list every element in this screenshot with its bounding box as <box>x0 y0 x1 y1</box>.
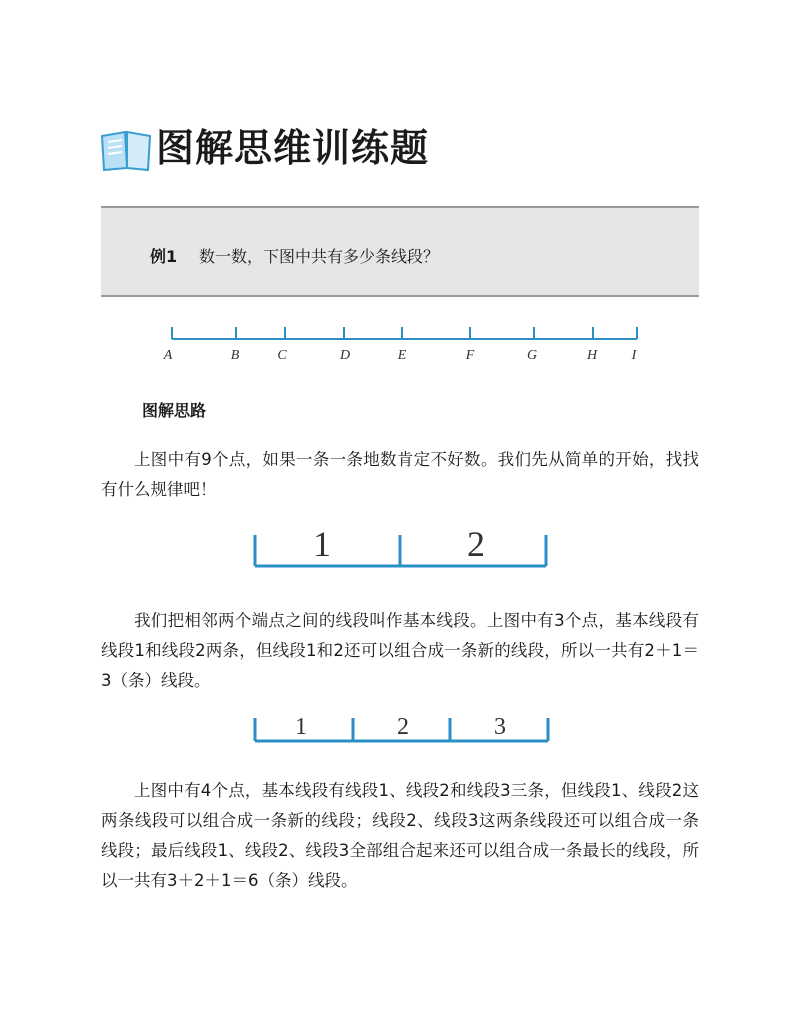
point-label-c: C <box>277 348 287 363</box>
example-question: 数一数，下图中共有多少条线段？ <box>199 247 440 266</box>
point-label-d: D <box>339 348 351 363</box>
open-book-icon <box>100 128 154 172</box>
point-label-e: E <box>397 348 407 363</box>
segment-ticks <box>172 327 637 339</box>
point-label-f: F <box>465 348 475 363</box>
point-label-h: H <box>586 348 598 363</box>
solution-paragraph-3: 上图中有4个点，基本线段有线段1、线段2和线段3三条，但线段1、线段2这两条线段可以组合成一条新的线段；线段2、线段3这两条线段还可以组合成一条线段；最后线段1、线段2、线段3全部组合起来还可以组合成一条最长的线段，所以一共有3＋2＋1＝6（条）线段。 <box>101 781 699 890</box>
example-box <box>101 206 699 297</box>
point-label-g: G <box>526 348 538 363</box>
solution-paragraph-2: 我们把相邻两个端点之间的线段叫作基本线段。上图中有3个点，基本线段有线段1和线段2两条，但线段1和2还可以组合成一条新的线段，所以一共有2＋1＝3（条）线段。 <box>101 611 699 690</box>
three-seg-label-3: 3 <box>494 714 506 740</box>
solution-paragraph-1: 上图中有9个点，如果一条一条地数肯定不好数。我们先从简单的开始，找找有什么规律吧！ <box>101 450 699 499</box>
point-label-i: I <box>631 348 637 363</box>
point-label-b: B <box>230 348 240 363</box>
three-seg-label-1: 1 <box>295 714 307 740</box>
title-area <box>100 120 700 180</box>
page-title: 图解思维训练题 <box>156 126 430 170</box>
two-seg-label-1: 1 <box>313 524 331 564</box>
two-segment-diagram <box>255 524 546 566</box>
example-label: 例1 <box>150 247 178 266</box>
solution-heading: 图解思路 <box>142 401 207 420</box>
three-segment-diagram <box>255 714 548 741</box>
point-label-a: A <box>163 348 173 363</box>
two-seg-label-2: 2 <box>467 524 485 564</box>
three-seg-label-2: 2 <box>397 714 409 740</box>
point-labels <box>163 348 638 363</box>
